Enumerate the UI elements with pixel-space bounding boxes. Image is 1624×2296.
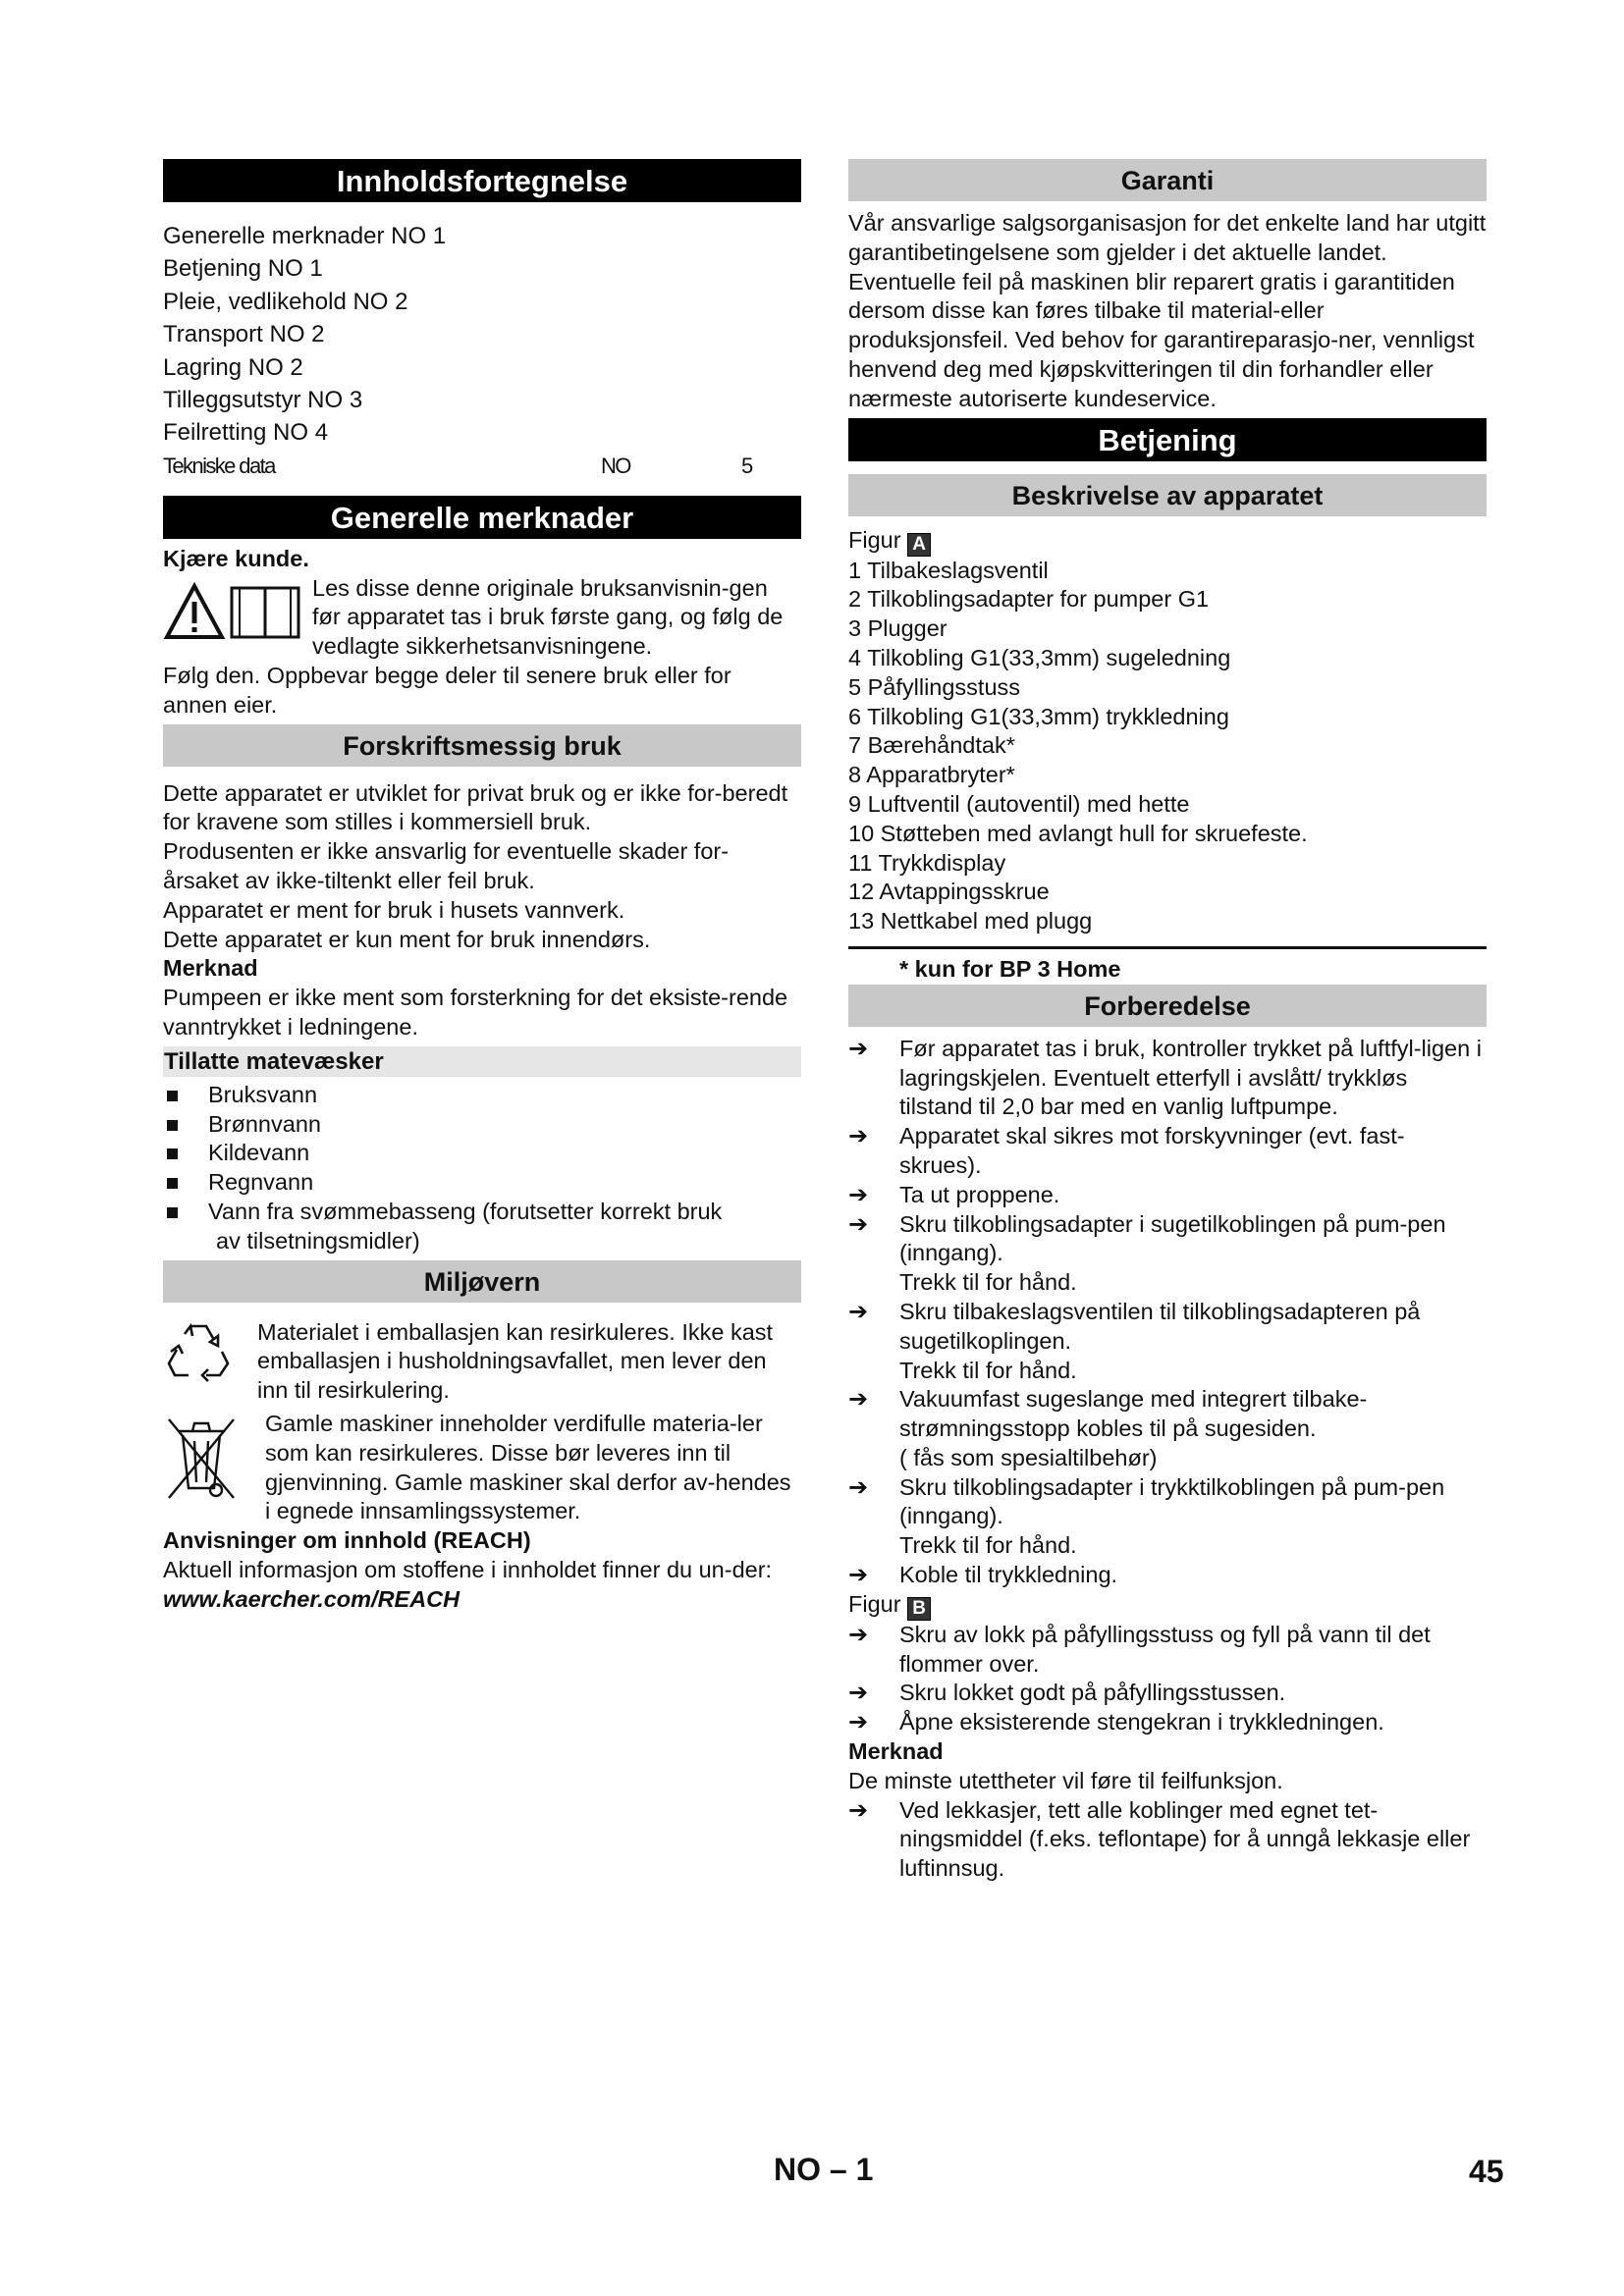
follow-text: Følg den. Oppbevar begge deler til senere bruk eller for annen eier.	[163, 663, 731, 718]
list-item: 5 Påfyllingsstuss	[848, 673, 1021, 700]
arrow-icon: ➔	[848, 1035, 869, 1062]
list-item: Brønnvann	[163, 1110, 801, 1140]
step-item	[848, 1708, 1487, 1737]
figure-a-reference	[848, 526, 1487, 557]
toc-entry[interactable]: Feilretting NO 4	[163, 419, 329, 447]
list-item: 12 Avtappingsskrue	[848, 879, 1050, 905]
arrow-icon: ➔	[848, 1796, 869, 1824]
greeting: Kjære kunde.	[163, 545, 309, 571]
step-extra: Trekk til for hånd.	[899, 1357, 1077, 1383]
warning-block	[163, 574, 801, 662]
step-text: Ta ut proppene.	[899, 1181, 1060, 1207]
step-text: Skru av lokk på påfyllingsstuss og fyll på vann til det flommer over.	[899, 1621, 1431, 1677]
step-item	[848, 1621, 1487, 1680]
note-text: De minste utettheter vil føre til feilfunksjon.	[848, 1767, 1283, 1793]
step-text: Apparatet skal sikres mot forskyvninger (evt. fast-skrues).	[899, 1123, 1405, 1178]
figure-b-reference	[848, 1590, 1487, 1621]
figure-label: Figur	[848, 526, 901, 553]
toc-entry-technical[interactable]	[163, 450, 801, 482]
step-text: Åpne eksisterende stengekran i trykkledningen.	[899, 1709, 1384, 1735]
weee-block	[163, 1410, 801, 1526]
step-text: Ved lekkasjer, tett alle koblinger med egnet tet-ningsmiddel (f.eks. teflontape) for å unngå lekkasje eller luftinnsug.	[899, 1796, 1471, 1882]
step-text: Koble til trykkledning.	[899, 1562, 1118, 1588]
page-number: 45	[1469, 2154, 1504, 2189]
operation-heading: Betjening	[848, 418, 1487, 461]
warranty-text: Vår ansvarlige salgsorganisasjon for det enkelte land har utgitt garantibetingelsene som gjelder i det aktuelle landet. Eventuelle feil på maskinen blir reparert gratis i garantitiden dersom disse kan føres tilbake til material-eller produksjonsfeil. Ved behov for garantireparasjo-ner, vennligst henvend deg med kjøpskvitteringen til din forhandler eller nærmeste autoriserte kundeservice.	[848, 210, 1487, 411]
note-label: Merknad	[848, 1738, 944, 1765]
environment-heading: Miljøvern	[163, 1260, 801, 1303]
reach-text: Aktuell informasjon om stoffene i innholdet finner du un-der:	[163, 1556, 773, 1582]
step-item	[848, 1473, 1487, 1561]
toc-entry[interactable]: Betjening NO 1	[163, 255, 323, 283]
right-column	[848, 159, 1487, 1884]
list-item: 2 Tilkoblingsadapter for pumper G1	[848, 586, 1210, 613]
list-item-text: av tilsetningsmidler)	[216, 1227, 420, 1254]
list-item: 3 Plugger	[848, 615, 947, 642]
crossed-bin-icon	[163, 1410, 265, 1526]
list-item: 8 Apparatbryter*	[848, 762, 1015, 788]
toc-entry-title: Tekniske data	[163, 453, 275, 478]
list-item: 4 Tilkobling G1(33,3mm) sugeledning	[848, 644, 1231, 670]
toc-entry-code: NO	[601, 453, 630, 478]
step-item	[848, 1679, 1487, 1708]
preparation-heading: Forberedelse	[848, 985, 1487, 1027]
step-text: Skru tilbakeslagsventilen til tilkoblingsadapteren på sugetilkoplingen.	[899, 1298, 1421, 1354]
warranty-heading: Garanti	[848, 159, 1487, 201]
divider	[848, 946, 1487, 949]
paragraph: Dette apparatet er kun ment for bruk innendørs.	[163, 926, 651, 952]
list-item: 7 Bærehåndtak*	[848, 732, 1015, 759]
step-extra: Trekk til for hånd.	[899, 1269, 1077, 1296]
warning-book-icon	[163, 574, 312, 662]
warning-text: Les disse denne originale bruksanvisnin-gen før apparatet tas i bruk første gang, og følg de vedlagte sikkerhetsanvisningene.	[312, 574, 784, 660]
list-item: Regnvann	[163, 1168, 801, 1198]
list-item	[163, 1198, 801, 1256]
description-heading: Beskrivelse av apparatet	[848, 474, 1487, 516]
note-text: Pumpeen er ikke ment som forsterkning for det eksiste-rende vanntrykket i ledningene.	[163, 985, 788, 1040]
list-item: 13 Nettkabel med plugg	[848, 908, 1093, 934]
left-column	[163, 159, 801, 1615]
arrow-icon: ➔	[848, 1621, 869, 1648]
figure-b-icon: B	[907, 1597, 931, 1621]
step-text: Skru tilkoblingsadapter i sugetilkoblingen på pum-pen (inngang).	[899, 1210, 1446, 1266]
final-steps	[848, 1796, 1487, 1884]
note-label: Merknad	[163, 955, 258, 982]
toc-entry[interactable]: Tilleggsutstyr NO 3	[163, 387, 363, 414]
recycle-icon	[163, 1318, 257, 1406]
toc-heading: Innholdsfortegnelse	[163, 159, 801, 202]
footnote: * kun for BP 3 Home	[899, 955, 1121, 982]
step-item	[848, 1298, 1487, 1385]
step-text: Skru lokket godt på påfyllingsstussen.	[899, 1680, 1286, 1706]
step-item	[848, 1796, 1487, 1884]
arrow-icon: ➔	[848, 1298, 869, 1325]
fluids-list	[163, 1081, 801, 1256]
arrow-icon: ➔	[848, 1680, 869, 1707]
toc-entry[interactable]: Pleie, vedlikehold NO 2	[163, 288, 408, 315]
list-item: 11 Trykkdisplay	[848, 849, 1006, 876]
list-item: 1 Tilbakeslagsventil	[848, 557, 1049, 583]
arrow-icon: ➔	[848, 1181, 869, 1208]
step-item	[848, 1035, 1487, 1122]
figure-label: Figur	[848, 1590, 901, 1617]
step-extra: ( fås som spesialtilbehør)	[899, 1444, 1158, 1470]
step-text: Vakuumfast sugeslange med integrert tilbake-strømningsstopp kobles til på sugesiden.	[899, 1386, 1368, 1442]
weee-text: Gamle maskiner inneholder verdifulle materia-ler som kan resirkuleres. Disse bør leveres inn til gjenvinning. Gamle maskiner skal derfor av-hendes i egnede innsamlingssystemer.	[265, 1410, 791, 1524]
step-item	[848, 1181, 1487, 1210]
list-item: 9 Luftventil (autoventil) med hette	[848, 790, 1190, 817]
fluids-heading: Tillatte matevæsker	[163, 1046, 801, 1077]
step-item	[848, 1122, 1487, 1181]
paragraph: Apparatet er ment for bruk i husets vannverk.	[163, 896, 625, 923]
list-item-text: Vann fra svømmebasseng (forutsetter korrekt bruk	[208, 1198, 723, 1224]
paragraph: Dette apparatet er utviklet for privat bruk og er ikke for-beredt for kravene som stilles i kommersiell bruk.	[163, 779, 788, 835]
general-heading: Generelle merknader	[163, 496, 801, 539]
step-extra: Trekk til for hånd.	[899, 1532, 1077, 1559]
parts-list	[848, 557, 1487, 936]
step-item	[848, 1385, 1487, 1472]
reach-heading: Anvisninger om innhold (REACH)	[163, 1527, 531, 1554]
toc-entry[interactable]: Lagring NO 2	[163, 353, 303, 381]
paragraph: Produsenten er ikke ansvarlig for eventuelle skader for-årsaket av ikke-tiltenkt eller feil bruk.	[163, 838, 730, 894]
figure-a-icon: A	[907, 533, 931, 557]
arrow-icon: ➔	[848, 1709, 869, 1736]
step-item	[848, 1561, 1487, 1590]
toc-entry[interactable]: Transport NO 2	[163, 321, 325, 348]
arrow-icon: ➔	[848, 1562, 869, 1589]
list-item: 6 Tilkobling G1(33,3mm) trykkledning	[848, 703, 1229, 729]
arrow-icon: ➔	[848, 1386, 869, 1414]
recycle-text: Materialet i emballasjen kan resirkuleres. Ikke kast emballasjen i husholdningsavfallet, men lever den inn til resirkulering.	[257, 1318, 774, 1404]
arrow-icon: ➔	[848, 1123, 869, 1150]
recycle-block	[163, 1318, 801, 1406]
toc-list	[163, 220, 801, 482]
arrow-icon: ➔	[848, 1473, 869, 1501]
list-item: Bruksvann	[163, 1081, 801, 1110]
section-footer: NO – 1	[774, 2152, 874, 2187]
list-item: Kildevann	[163, 1139, 801, 1168]
reach-link[interactable]: www.kaercher.com/REACH	[163, 1585, 460, 1612]
step-text: Skru tilkoblingsadapter i trykktilkoblingen på pum-pen (inngang).	[899, 1473, 1445, 1529]
toc-entry[interactable]: Generelle merknader NO 1	[163, 223, 447, 249]
intended-use-heading: Forskriftsmessig bruk	[163, 724, 801, 767]
step-text: Før apparatet tas i bruk, kontroller trykket på luftfyl-ligen i lagringskjelen. Eventuelt etterfyll i avslått/ trykkløs tilstand til 2,0 bar med en vanlig luftpumpe.	[899, 1035, 1482, 1120]
list-item: 10 Støtteben med avlangt hull for skruefeste.	[848, 820, 1308, 846]
arrow-icon: ➔	[848, 1210, 869, 1238]
toc-entry-page: 5	[741, 453, 752, 478]
step-item	[848, 1210, 1487, 1298]
preparation-steps	[848, 1035, 1487, 1590]
figure-b-steps	[848, 1621, 1487, 1737]
